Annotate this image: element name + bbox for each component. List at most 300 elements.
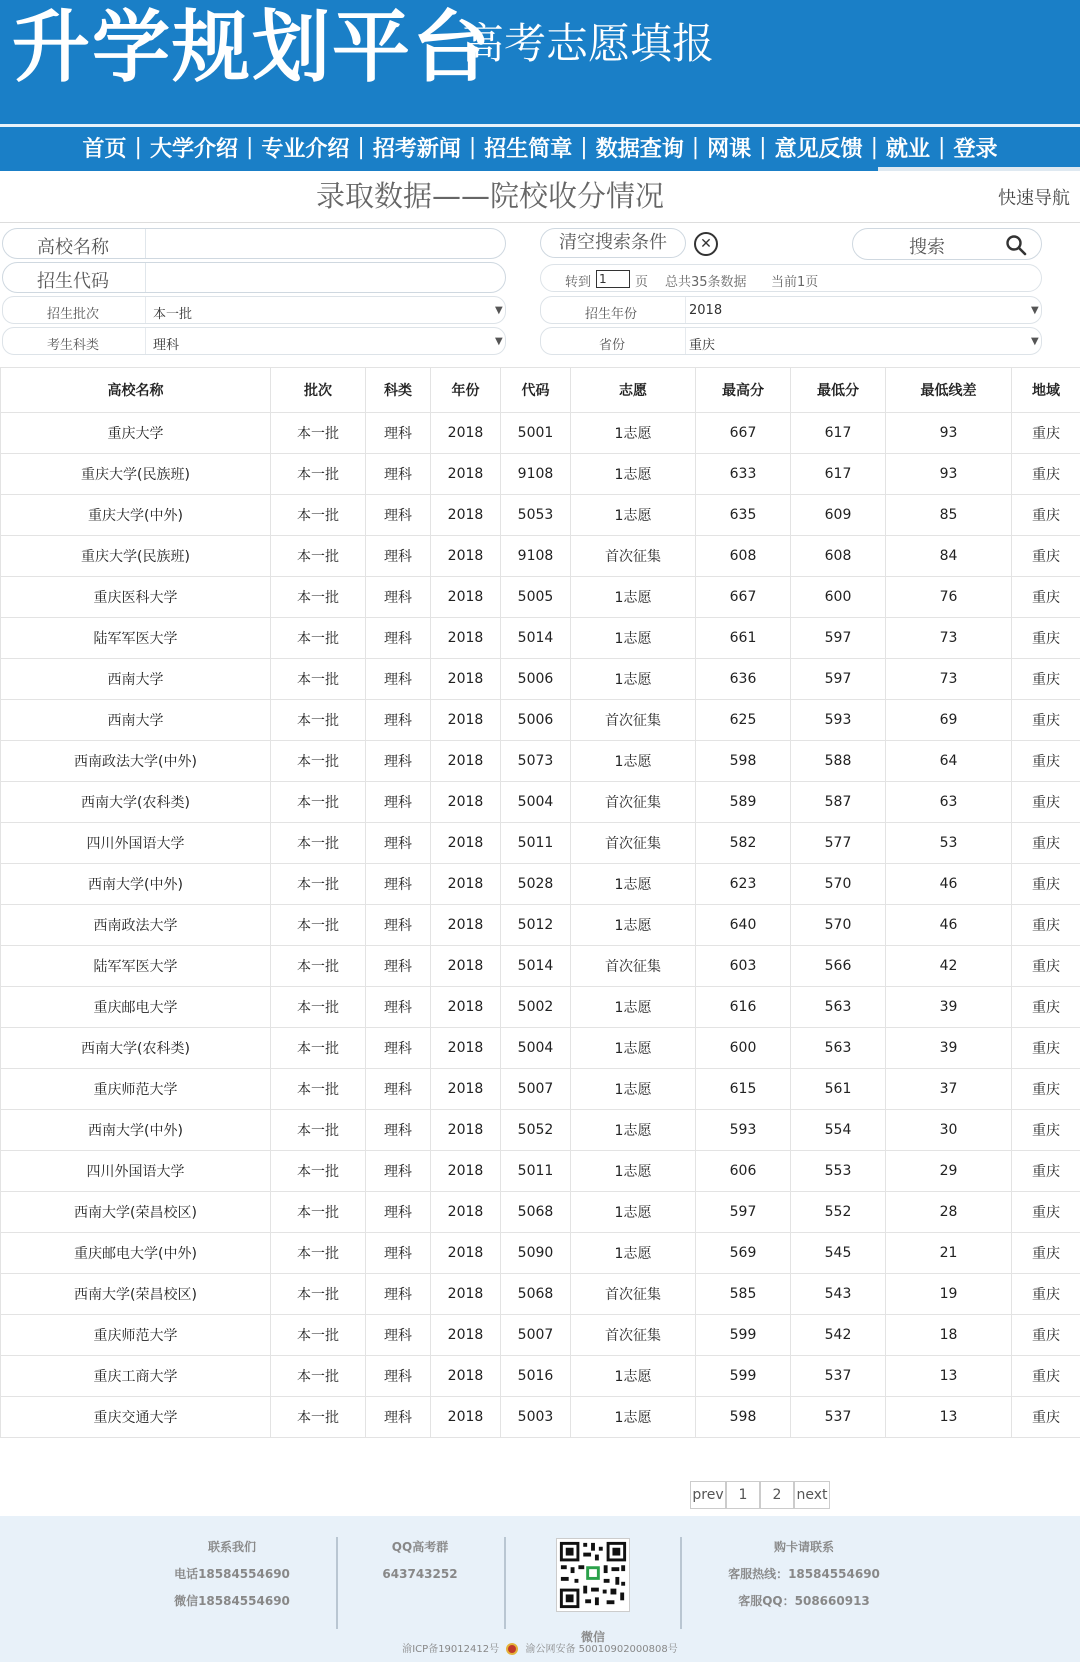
col-batch-cell: 本一批 bbox=[271, 1110, 366, 1151]
col-max-score-cell: 598 bbox=[696, 1397, 791, 1438]
col-code-cell: 5011 bbox=[501, 823, 571, 864]
col-batch-cell: 本一批 bbox=[271, 905, 366, 946]
col-choice-cell: 1志愿 bbox=[571, 864, 696, 905]
table-row bbox=[1, 987, 1080, 1028]
col-choice-cell: 首次征集 bbox=[571, 1274, 696, 1315]
col-region-cell: 重庆 bbox=[1012, 782, 1080, 823]
col-min-diff-cell: 39 bbox=[886, 1028, 1012, 1069]
col-min-score-cell: 617 bbox=[791, 454, 886, 495]
goto-suffix: 页 bbox=[635, 275, 649, 290]
col-min-score-cell: 561 bbox=[791, 1069, 886, 1110]
col-category-cell: 理科 bbox=[366, 1274, 431, 1315]
col-school-name-cell: 重庆大学(民族班) bbox=[1, 536, 271, 577]
purchase-qq: 客服QQ：508660913 bbox=[738, 1594, 870, 1608]
col-category-cell: 理科 bbox=[366, 823, 431, 864]
school-name-field[interactable] bbox=[2, 228, 506, 259]
col-max-score-cell: 667 bbox=[696, 577, 791, 618]
nav-separator: | bbox=[580, 134, 588, 160]
contact-phone: 电话18584554690 bbox=[174, 1567, 290, 1581]
col-choice-cell: 首次征集 bbox=[571, 1315, 696, 1356]
col-category-cell: 理科 bbox=[366, 864, 431, 905]
col-category-cell: 理科 bbox=[366, 946, 431, 987]
qr-code-icon bbox=[556, 1538, 630, 1612]
col-category-cell: 理科 bbox=[366, 700, 431, 741]
col-code-cell: 5003 bbox=[501, 1397, 571, 1438]
col-max-score-cell: 603 bbox=[696, 946, 791, 987]
nav-courses[interactable]: 网课 bbox=[707, 136, 752, 162]
col-year-cell: 2018 bbox=[431, 1069, 501, 1110]
col-batch-cell: 本一批 bbox=[271, 782, 366, 823]
col-min-score-cell: 593 bbox=[791, 700, 886, 741]
col-min-score-cell: 609 bbox=[791, 495, 886, 536]
col-year-cell: 2018 bbox=[431, 495, 501, 536]
col-max-score-cell: 597 bbox=[696, 1192, 791, 1233]
col-category-header: 科类 bbox=[366, 368, 431, 413]
table-row bbox=[1, 905, 1080, 946]
page-2-button[interactable]: 2 bbox=[760, 1481, 794, 1509]
col-min-score-cell: 587 bbox=[791, 782, 886, 823]
col-min-score-cell: 537 bbox=[791, 1356, 886, 1397]
col-category-cell: 理科 bbox=[366, 1028, 431, 1069]
col-region-cell: 重庆 bbox=[1012, 1315, 1080, 1356]
col-region-cell: 重庆 bbox=[1012, 536, 1080, 577]
col-batch-cell: 本一批 bbox=[271, 741, 366, 782]
clear-search-button[interactable]: 清空搜索条件 bbox=[540, 228, 686, 258]
col-code-header: 代码 bbox=[501, 368, 571, 413]
col-min-diff-cell: 85 bbox=[886, 495, 1012, 536]
col-school-name-cell: 西南大学 bbox=[1, 700, 271, 741]
col-min-score-header: 最低分 bbox=[791, 368, 886, 413]
table-body bbox=[1, 413, 1080, 1438]
col-batch-cell: 本一批 bbox=[271, 495, 366, 536]
province-value: 重庆 bbox=[689, 338, 716, 353]
col-choice-cell: 1志愿 bbox=[571, 618, 696, 659]
table-row bbox=[1, 577, 1080, 618]
col-region-cell: 重庆 bbox=[1012, 823, 1080, 864]
col-region-cell: 重庆 bbox=[1012, 618, 1080, 659]
col-batch-cell: 本一批 bbox=[271, 1397, 366, 1438]
col-min-diff-cell: 64 bbox=[886, 741, 1012, 782]
nav-home[interactable]: 首页 bbox=[82, 136, 127, 162]
col-year-cell: 2018 bbox=[431, 987, 501, 1028]
col-choice-cell: 首次征集 bbox=[571, 782, 696, 823]
col-school-name-cell: 陆军军医大学 bbox=[1, 618, 271, 659]
col-category-cell: 理科 bbox=[366, 782, 431, 823]
col-min-diff-cell: 63 bbox=[886, 782, 1012, 823]
col-min-score-cell: 570 bbox=[791, 905, 886, 946]
year-select[interactable] bbox=[540, 296, 1042, 324]
close-circle-icon[interactable]: ✕ bbox=[694, 232, 718, 256]
col-max-score-cell: 661 bbox=[696, 618, 791, 659]
col-year-cell: 2018 bbox=[431, 1110, 501, 1151]
col-school-name-cell: 四川外国语大学 bbox=[1, 823, 271, 864]
col-max-score-cell: 589 bbox=[696, 782, 791, 823]
col-min-score-cell: 617 bbox=[791, 413, 886, 454]
col-choice-cell: 首次征集 bbox=[571, 823, 696, 864]
col-region-cell: 重庆 bbox=[1012, 1151, 1080, 1192]
batch-select[interactable] bbox=[2, 296, 506, 324]
col-school-name-cell: 重庆大学(民族班) bbox=[1, 454, 271, 495]
col-max-score-cell: 585 bbox=[696, 1274, 791, 1315]
table-row bbox=[1, 1151, 1080, 1192]
col-batch-cell: 本一批 bbox=[271, 659, 366, 700]
col-year-cell: 2018 bbox=[431, 659, 501, 700]
col-school-name-cell: 重庆师范大学 bbox=[1, 1315, 271, 1356]
col-choice-cell: 1志愿 bbox=[571, 577, 696, 618]
col-min-score-cell: 537 bbox=[791, 1397, 886, 1438]
col-code-cell: 5068 bbox=[501, 1192, 571, 1233]
col-choice-cell: 1志愿 bbox=[571, 905, 696, 946]
col-max-score-cell: 600 bbox=[696, 1028, 791, 1069]
col-region-cell: 重庆 bbox=[1012, 1233, 1080, 1274]
col-min-score-cell: 552 bbox=[791, 1192, 886, 1233]
footer-divider bbox=[336, 1537, 338, 1629]
col-min-score-cell: 597 bbox=[791, 618, 886, 659]
col-code-cell: 5052 bbox=[501, 1110, 571, 1151]
col-school-name-cell: 重庆邮电大学(中外) bbox=[1, 1233, 271, 1274]
field-divider bbox=[685, 297, 686, 323]
col-region-cell: 重庆 bbox=[1012, 1028, 1080, 1069]
province-select[interactable] bbox=[540, 327, 1042, 355]
col-min-score-cell: 563 bbox=[791, 987, 886, 1028]
col-year-cell: 2018 bbox=[431, 454, 501, 495]
col-year-cell: 2018 bbox=[431, 1356, 501, 1397]
site-subtitle: 高考志愿填报 bbox=[462, 19, 715, 68]
col-category-cell: 理科 bbox=[366, 1356, 431, 1397]
col-region-cell: 重庆 bbox=[1012, 1192, 1080, 1233]
nav-employment[interactable]: 就业 bbox=[886, 136, 931, 162]
col-region-cell: 重庆 bbox=[1012, 1397, 1080, 1438]
table-row bbox=[1, 1192, 1080, 1233]
col-min-score-cell: 563 bbox=[791, 1028, 886, 1069]
col-region-cell: 重庆 bbox=[1012, 905, 1080, 946]
admission-table bbox=[0, 367, 1080, 1438]
col-year-cell: 2018 bbox=[431, 577, 501, 618]
code-field[interactable] bbox=[2, 262, 506, 293]
table-row bbox=[1, 495, 1080, 536]
field-divider bbox=[145, 229, 146, 258]
contact-title: 联系我们 bbox=[207, 1540, 256, 1554]
col-batch-header: 批次 bbox=[271, 368, 366, 413]
purchase-title: 购卡请联系 bbox=[773, 1540, 834, 1554]
col-region-cell: 重庆 bbox=[1012, 946, 1080, 987]
col-choice-cell: 1志愿 bbox=[571, 1356, 696, 1397]
col-region-cell: 重庆 bbox=[1012, 700, 1080, 741]
qr-caption: 微信 bbox=[580, 1630, 605, 1644]
col-min-diff-cell: 93 bbox=[886, 413, 1012, 454]
col-choice-header: 志愿 bbox=[571, 368, 696, 413]
nav-login[interactable]: 登录 bbox=[953, 136, 998, 162]
col-school-name-cell: 重庆师范大学 bbox=[1, 1069, 271, 1110]
col-year-cell: 2018 bbox=[431, 413, 501, 454]
col-min-diff-cell: 13 bbox=[886, 1397, 1012, 1438]
col-max-score-cell: 625 bbox=[696, 700, 791, 741]
col-school-name-cell: 西南大学(中外) bbox=[1, 1110, 271, 1151]
quick-nav-link[interactable]: 快速导航 bbox=[998, 188, 1070, 209]
province-label: 省份 bbox=[599, 338, 626, 353]
col-region-cell: 重庆 bbox=[1012, 987, 1080, 1028]
col-code-cell: 5007 bbox=[501, 1069, 571, 1110]
chevron-down-icon: ▼ bbox=[1031, 305, 1039, 316]
table-row bbox=[1, 1397, 1080, 1438]
col-category-cell: 理科 bbox=[366, 577, 431, 618]
site-header bbox=[0, 0, 1080, 124]
nav-majors[interactable]: 专业介绍 bbox=[261, 136, 350, 162]
col-min-score-cell: 577 bbox=[791, 823, 886, 864]
col-choice-cell: 1志愿 bbox=[571, 1233, 696, 1274]
col-school-name-cell: 西南大学(中外) bbox=[1, 864, 271, 905]
nav-separator: | bbox=[759, 134, 767, 160]
col-category-cell: 理科 bbox=[366, 905, 431, 946]
footer-divider bbox=[504, 1537, 506, 1629]
col-min-diff-cell: 29 bbox=[886, 1151, 1012, 1192]
col-choice-cell: 1志愿 bbox=[571, 413, 696, 454]
col-year-cell: 2018 bbox=[431, 741, 501, 782]
col-choice-cell: 1志愿 bbox=[571, 1151, 696, 1192]
col-max-score-cell: 615 bbox=[696, 1069, 791, 1110]
col-min-diff-cell: 69 bbox=[886, 700, 1012, 741]
contact-column bbox=[150, 1534, 314, 1615]
col-choice-cell: 1志愿 bbox=[571, 1028, 696, 1069]
col-school-name-cell: 重庆工商大学 bbox=[1, 1356, 271, 1397]
pagination bbox=[690, 1481, 830, 1509]
col-category-cell: 理科 bbox=[366, 987, 431, 1028]
col-batch-cell: 本一批 bbox=[271, 618, 366, 659]
col-region-cell: 重庆 bbox=[1012, 741, 1080, 782]
col-code-cell: 5007 bbox=[501, 1315, 571, 1356]
col-max-score-cell: 593 bbox=[696, 1110, 791, 1151]
field-divider bbox=[145, 297, 146, 323]
school-name-input[interactable] bbox=[153, 233, 493, 255]
table-row bbox=[1, 536, 1080, 577]
col-batch-cell: 本一批 bbox=[271, 1274, 366, 1315]
col-min-score-cell: 553 bbox=[791, 1151, 886, 1192]
col-year-cell: 2018 bbox=[431, 782, 501, 823]
category-value: 理科 bbox=[153, 338, 180, 353]
col-category-cell: 理科 bbox=[366, 1315, 431, 1356]
nav-data-query[interactable]: 数据查询 bbox=[595, 136, 684, 162]
col-year-cell: 2018 bbox=[431, 946, 501, 987]
police-record-link[interactable]: 渝公网安备 50010902000808号 bbox=[525, 1644, 678, 1655]
col-code-cell: 5053 bbox=[501, 495, 571, 536]
field-divider bbox=[145, 263, 146, 292]
col-year-cell: 2018 bbox=[431, 1192, 501, 1233]
prev-page-button[interactable]: prev bbox=[690, 1481, 726, 1509]
col-code-cell: 9108 bbox=[501, 536, 571, 577]
field-divider bbox=[685, 328, 686, 354]
col-choice-cell: 首次征集 bbox=[571, 536, 696, 577]
purchase-column bbox=[712, 1534, 896, 1615]
table-row bbox=[1, 1274, 1080, 1315]
goto-page-input[interactable] bbox=[596, 270, 630, 288]
col-year-cell: 2018 bbox=[431, 1315, 501, 1356]
col-batch-cell: 本一批 bbox=[271, 413, 366, 454]
col-school-name-cell: 重庆大学 bbox=[1, 413, 271, 454]
chevron-down-icon: ▼ bbox=[1031, 336, 1039, 347]
col-school-name-cell: 陆军军医大学 bbox=[1, 946, 271, 987]
col-code-cell: 5011 bbox=[501, 1151, 571, 1192]
nav-separator: | bbox=[245, 134, 254, 160]
col-year-cell: 2018 bbox=[431, 1233, 501, 1274]
col-category-cell: 理科 bbox=[366, 454, 431, 495]
code-label: 招生代码 bbox=[37, 271, 109, 292]
col-max-score-cell: 640 bbox=[696, 905, 791, 946]
col-code-cell: 5005 bbox=[501, 577, 571, 618]
nav-separator: | bbox=[870, 134, 879, 160]
search-button-label: 搜索 bbox=[909, 237, 945, 258]
table-row bbox=[1, 864, 1080, 905]
col-category-cell: 理科 bbox=[366, 495, 431, 536]
col-min-diff-cell: 46 bbox=[886, 864, 1012, 905]
nav-underline bbox=[0, 167, 878, 171]
col-year-cell: 2018 bbox=[431, 864, 501, 905]
col-batch-cell: 本一批 bbox=[271, 1192, 366, 1233]
col-choice-cell: 1志愿 bbox=[571, 1069, 696, 1110]
col-category-cell: 理科 bbox=[366, 1192, 431, 1233]
col-min-diff-cell: 76 bbox=[886, 577, 1012, 618]
col-max-score-cell: 608 bbox=[696, 536, 791, 577]
col-category-cell: 理科 bbox=[366, 741, 431, 782]
category-select[interactable] bbox=[2, 327, 506, 355]
col-code-cell: 5012 bbox=[501, 905, 571, 946]
col-code-cell: 5073 bbox=[501, 741, 571, 782]
col-region-cell: 重庆 bbox=[1012, 454, 1080, 495]
site-logo[interactable]: 升学规划平台 bbox=[12, 3, 493, 93]
col-batch-cell: 本一批 bbox=[271, 1356, 366, 1397]
search-icon bbox=[1005, 234, 1027, 256]
col-min-score-cell: 543 bbox=[791, 1274, 886, 1315]
nav-universities[interactable]: 大学介绍 bbox=[149, 136, 238, 162]
col-min-score-cell: 600 bbox=[791, 577, 886, 618]
col-code-cell: 5006 bbox=[501, 659, 571, 700]
col-region-header: 地域 bbox=[1012, 368, 1080, 413]
col-choice-cell: 1志愿 bbox=[571, 987, 696, 1028]
page-title: 录取数据——院校收分情况 bbox=[315, 179, 664, 213]
chevron-down-icon: ▼ bbox=[495, 336, 503, 347]
col-region-cell: 重庆 bbox=[1012, 1356, 1080, 1397]
page-1-button[interactable]: 1 bbox=[726, 1481, 760, 1509]
col-category-cell: 理科 bbox=[366, 1233, 431, 1274]
col-region-cell: 重庆 bbox=[1012, 864, 1080, 905]
col-code-cell: 5028 bbox=[501, 864, 571, 905]
table-row bbox=[1, 700, 1080, 741]
col-choice-cell: 1志愿 bbox=[571, 1192, 696, 1233]
col-region-cell: 重庆 bbox=[1012, 413, 1080, 454]
qq-number: 643743252 bbox=[382, 1567, 458, 1581]
col-max-score-header: 最高分 bbox=[696, 368, 791, 413]
col-batch-cell: 本一批 bbox=[271, 823, 366, 864]
col-min-diff-cell: 18 bbox=[886, 1315, 1012, 1356]
col-region-cell: 重庆 bbox=[1012, 1110, 1080, 1151]
col-school-name-cell: 西南大学(荣昌校区) bbox=[1, 1192, 271, 1233]
col-region-cell: 重庆 bbox=[1012, 1274, 1080, 1315]
current-page: 当前1页 bbox=[771, 275, 819, 290]
footer-divider bbox=[680, 1537, 682, 1629]
col-code-cell: 5006 bbox=[501, 700, 571, 741]
col-year-cell: 2018 bbox=[431, 823, 501, 864]
col-min-diff-cell: 84 bbox=[886, 536, 1012, 577]
col-code-cell: 5001 bbox=[501, 413, 571, 454]
col-min-score-cell: 570 bbox=[791, 864, 886, 905]
col-min-score-cell: 566 bbox=[791, 946, 886, 987]
goto-prefix: 转到 bbox=[565, 275, 592, 290]
year-value: 2018 bbox=[689, 303, 723, 318]
table-row bbox=[1, 659, 1080, 700]
col-max-score-cell: 569 bbox=[696, 1233, 791, 1274]
col-code-cell: 5004 bbox=[501, 1028, 571, 1069]
col-max-score-cell: 606 bbox=[696, 1151, 791, 1192]
table-row bbox=[1, 1356, 1080, 1397]
col-batch-cell: 本一批 bbox=[271, 946, 366, 987]
col-code-cell: 5090 bbox=[501, 1233, 571, 1274]
col-max-score-cell: 667 bbox=[696, 413, 791, 454]
col-batch-cell: 本一批 bbox=[271, 454, 366, 495]
col-batch-cell: 本一批 bbox=[271, 536, 366, 577]
code-input[interactable] bbox=[153, 267, 493, 289]
batch-value: 本一批 bbox=[153, 307, 193, 322]
col-choice-cell: 1志愿 bbox=[571, 741, 696, 782]
col-min-diff-cell: 13 bbox=[886, 1356, 1012, 1397]
col-code-cell: 5068 bbox=[501, 1274, 571, 1315]
col-batch-cell: 本一批 bbox=[271, 864, 366, 905]
contact-wechat: 微信18584554690 bbox=[174, 1594, 290, 1608]
purchase-hotline: 客服热线：18584554690 bbox=[728, 1567, 880, 1581]
icp-link[interactable]: 渝ICP备19012412号 bbox=[402, 1644, 500, 1655]
col-choice-cell: 首次征集 bbox=[571, 946, 696, 987]
col-min-diff-cell: 39 bbox=[886, 987, 1012, 1028]
col-choice-cell: 1志愿 bbox=[571, 1110, 696, 1151]
col-batch-cell: 本一批 bbox=[271, 987, 366, 1028]
next-page-button[interactable]: next bbox=[794, 1481, 830, 1509]
divider bbox=[0, 222, 1080, 223]
col-max-score-cell: 599 bbox=[696, 1315, 791, 1356]
col-min-diff-cell: 37 bbox=[886, 1069, 1012, 1110]
col-min-score-cell: 554 bbox=[791, 1110, 886, 1151]
nav-separator: | bbox=[357, 134, 365, 160]
icp-line bbox=[0, 1640, 1080, 1655]
col-school-name-header: 高校名称 bbox=[1, 368, 271, 413]
school-name-label: 高校名称 bbox=[37, 237, 109, 258]
col-min-diff-cell: 19 bbox=[886, 1274, 1012, 1315]
col-choice-cell: 1志愿 bbox=[571, 495, 696, 536]
col-batch-cell: 本一批 bbox=[271, 700, 366, 741]
col-category-cell: 理科 bbox=[366, 413, 431, 454]
nav-feedback[interactable]: 意见反馈 bbox=[774, 136, 863, 162]
col-batch-cell: 本一批 bbox=[271, 1151, 366, 1192]
table-row bbox=[1, 1315, 1080, 1356]
col-min-diff-cell: 73 bbox=[886, 618, 1012, 659]
col-school-name-cell: 重庆医科大学 bbox=[1, 577, 271, 618]
search-button[interactable] bbox=[852, 228, 1042, 260]
col-min-score-cell: 608 bbox=[791, 536, 886, 577]
col-min-diff-cell: 30 bbox=[886, 1110, 1012, 1151]
table-row bbox=[1, 413, 1080, 454]
nav-separator: | bbox=[691, 134, 700, 160]
col-year-cell: 2018 bbox=[431, 1274, 501, 1315]
col-year-cell: 2018 bbox=[431, 905, 501, 946]
col-min-diff-header: 最低线差 bbox=[886, 368, 1012, 413]
col-min-score-cell: 542 bbox=[791, 1315, 886, 1356]
col-region-cell: 重庆 bbox=[1012, 1069, 1080, 1110]
col-code-cell: 5014 bbox=[501, 946, 571, 987]
col-choice-cell: 1志愿 bbox=[571, 1397, 696, 1438]
col-school-name-cell: 四川外国语大学 bbox=[1, 1151, 271, 1192]
nav-brochures[interactable]: 招生简章 bbox=[484, 136, 573, 162]
nav-separator: | bbox=[468, 134, 477, 160]
col-choice-cell: 1志愿 bbox=[571, 659, 696, 700]
nav-news[interactable]: 招考新闻 bbox=[372, 136, 461, 162]
total-count: 总共35条数据 bbox=[665, 275, 747, 290]
